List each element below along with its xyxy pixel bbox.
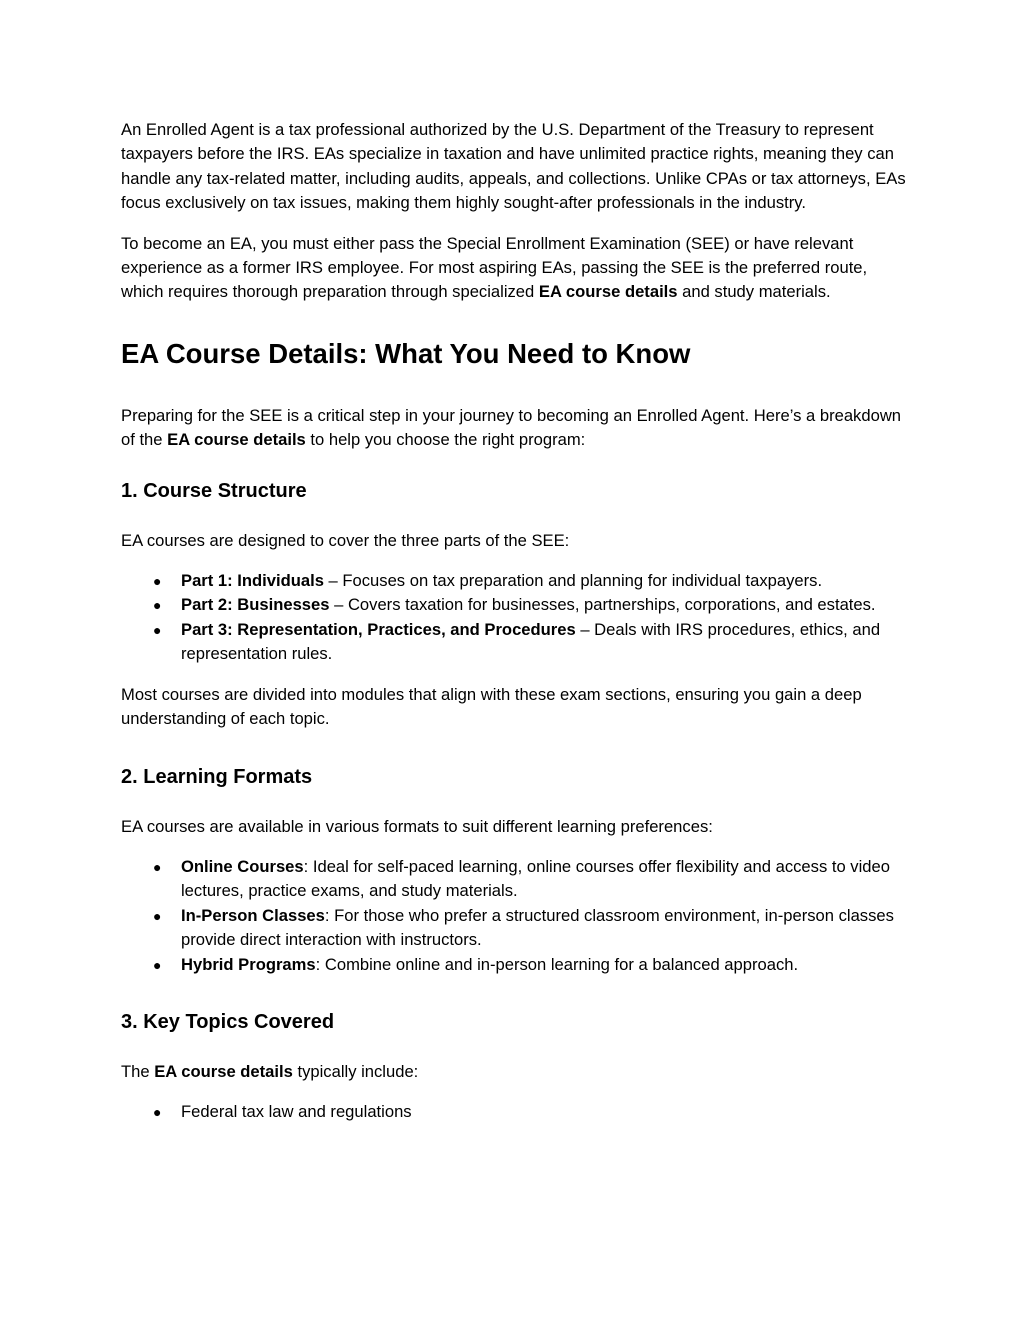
bold-phrase: EA course details: [538, 282, 678, 302]
item-text: : Combine online and in-person learning for a balanced approach.: [315, 954, 799, 974]
item-text: – Deals with IRS procedures, ethics, and representation rules.: [181, 619, 881, 664]
list-item: [121, 953, 911, 977]
intro-paragraph-2: [121, 232, 911, 305]
exam-parts-list: [121, 569, 911, 667]
overview-text: Preparing for the SEE is a critical step in your journey to becoming an Enrolled Agent. Here’s a breakdown of the: [121, 405, 902, 450]
item-label: Online Courses: [181, 856, 304, 876]
intro-text-end: and study materials.: [677, 282, 831, 302]
overview-paragraph: [121, 404, 911, 453]
list-item: [121, 618, 911, 667]
bold-phrase: EA course details: [154, 1061, 293, 1081]
bullet-icon: ●: [153, 956, 162, 973]
intro-text: The: [121, 1061, 155, 1081]
overview-text-end: to help you choose the right program:: [305, 430, 586, 450]
topics-list: [121, 1100, 911, 1124]
section-heading-learning-formats: 2. Learning Formats: [121, 765, 313, 788]
formats-list: [121, 855, 911, 977]
item-text: – Focuses on tax preparation and planning for individual taxpayers.: [323, 571, 823, 591]
item-text: : For those who prefer a structured classroom environment, in-person classes provide direct interaction with instructors.: [181, 905, 894, 950]
item-label: In-Person Classes: [181, 905, 325, 925]
section-intro: EA courses are available in various formats to suit different learning preferences:: [121, 816, 713, 836]
section-heading-course-structure: 1. Course Structure: [121, 479, 307, 502]
list-item: [121, 904, 911, 953]
list-item: [121, 1100, 911, 1124]
bullet-icon: ●: [153, 597, 162, 614]
item-text: – Covers taxation for businesses, partnerships, corporations, and estates.: [329, 595, 876, 615]
bold-phrase: EA course details: [167, 430, 306, 450]
list-item: [121, 855, 911, 904]
bullet-icon: ●: [153, 907, 162, 924]
item-label: Part 2: Businesses: [181, 595, 330, 615]
bullet-icon: ●: [153, 573, 162, 590]
main-heading: EA Course Details: What You Need to Know: [121, 337, 691, 369]
bullet-icon: ●: [153, 621, 162, 638]
list-item: [121, 593, 911, 617]
item-label: Hybrid Programs: [181, 954, 316, 974]
section-intro: EA courses are designed to cover the three parts of the SEE:: [121, 530, 570, 550]
item-text: Federal tax law and regulations: [181, 1102, 412, 1122]
bullet-icon: ●: [153, 1104, 162, 1121]
section-outro: Most courses are divided into modules that align with these exam sections, ensuring you gain a deep understanding of each topic.: [121, 684, 862, 729]
section-heading-key-topics: 3. Key Topics Covered: [121, 1010, 335, 1033]
intro-paragraph-1: An Enrolled Agent is a tax professional authorized by the U.S. Department of the Treasury to represent taxpayers before the IRS. EAs specialize in taxation and have unlimited practice rights, meaning they can handle any tax-related matter, including audits, appeals, and collections. Unlike CPAs or tax attorneys, EAs focus exclusively on tax issues, making them highly sought-after professionals in the industry.: [121, 120, 906, 213]
intro-text-end: typically include:: [292, 1061, 419, 1081]
list-item: [121, 569, 911, 593]
item-text: : Ideal for self-paced learning, online courses offer flexibility and access to video lectures, practice exams, and study materials.: [181, 856, 890, 901]
item-label: Part 3: Representation, Practices, and Procedures: [181, 619, 576, 639]
document-page: [121, 118, 911, 1141]
item-label: Part 1: Individuals: [181, 571, 324, 591]
bullet-icon: ●: [153, 858, 162, 875]
intro-text: To become an EA, you must either pass the Special Enrollment Examination (SEE) or have relevant experience as a former IRS employee. For most aspiring EAs, passing the SEE is the preferred route, which requires thorough preparation through specialized: [121, 233, 868, 302]
section-intro: [121, 1060, 911, 1084]
